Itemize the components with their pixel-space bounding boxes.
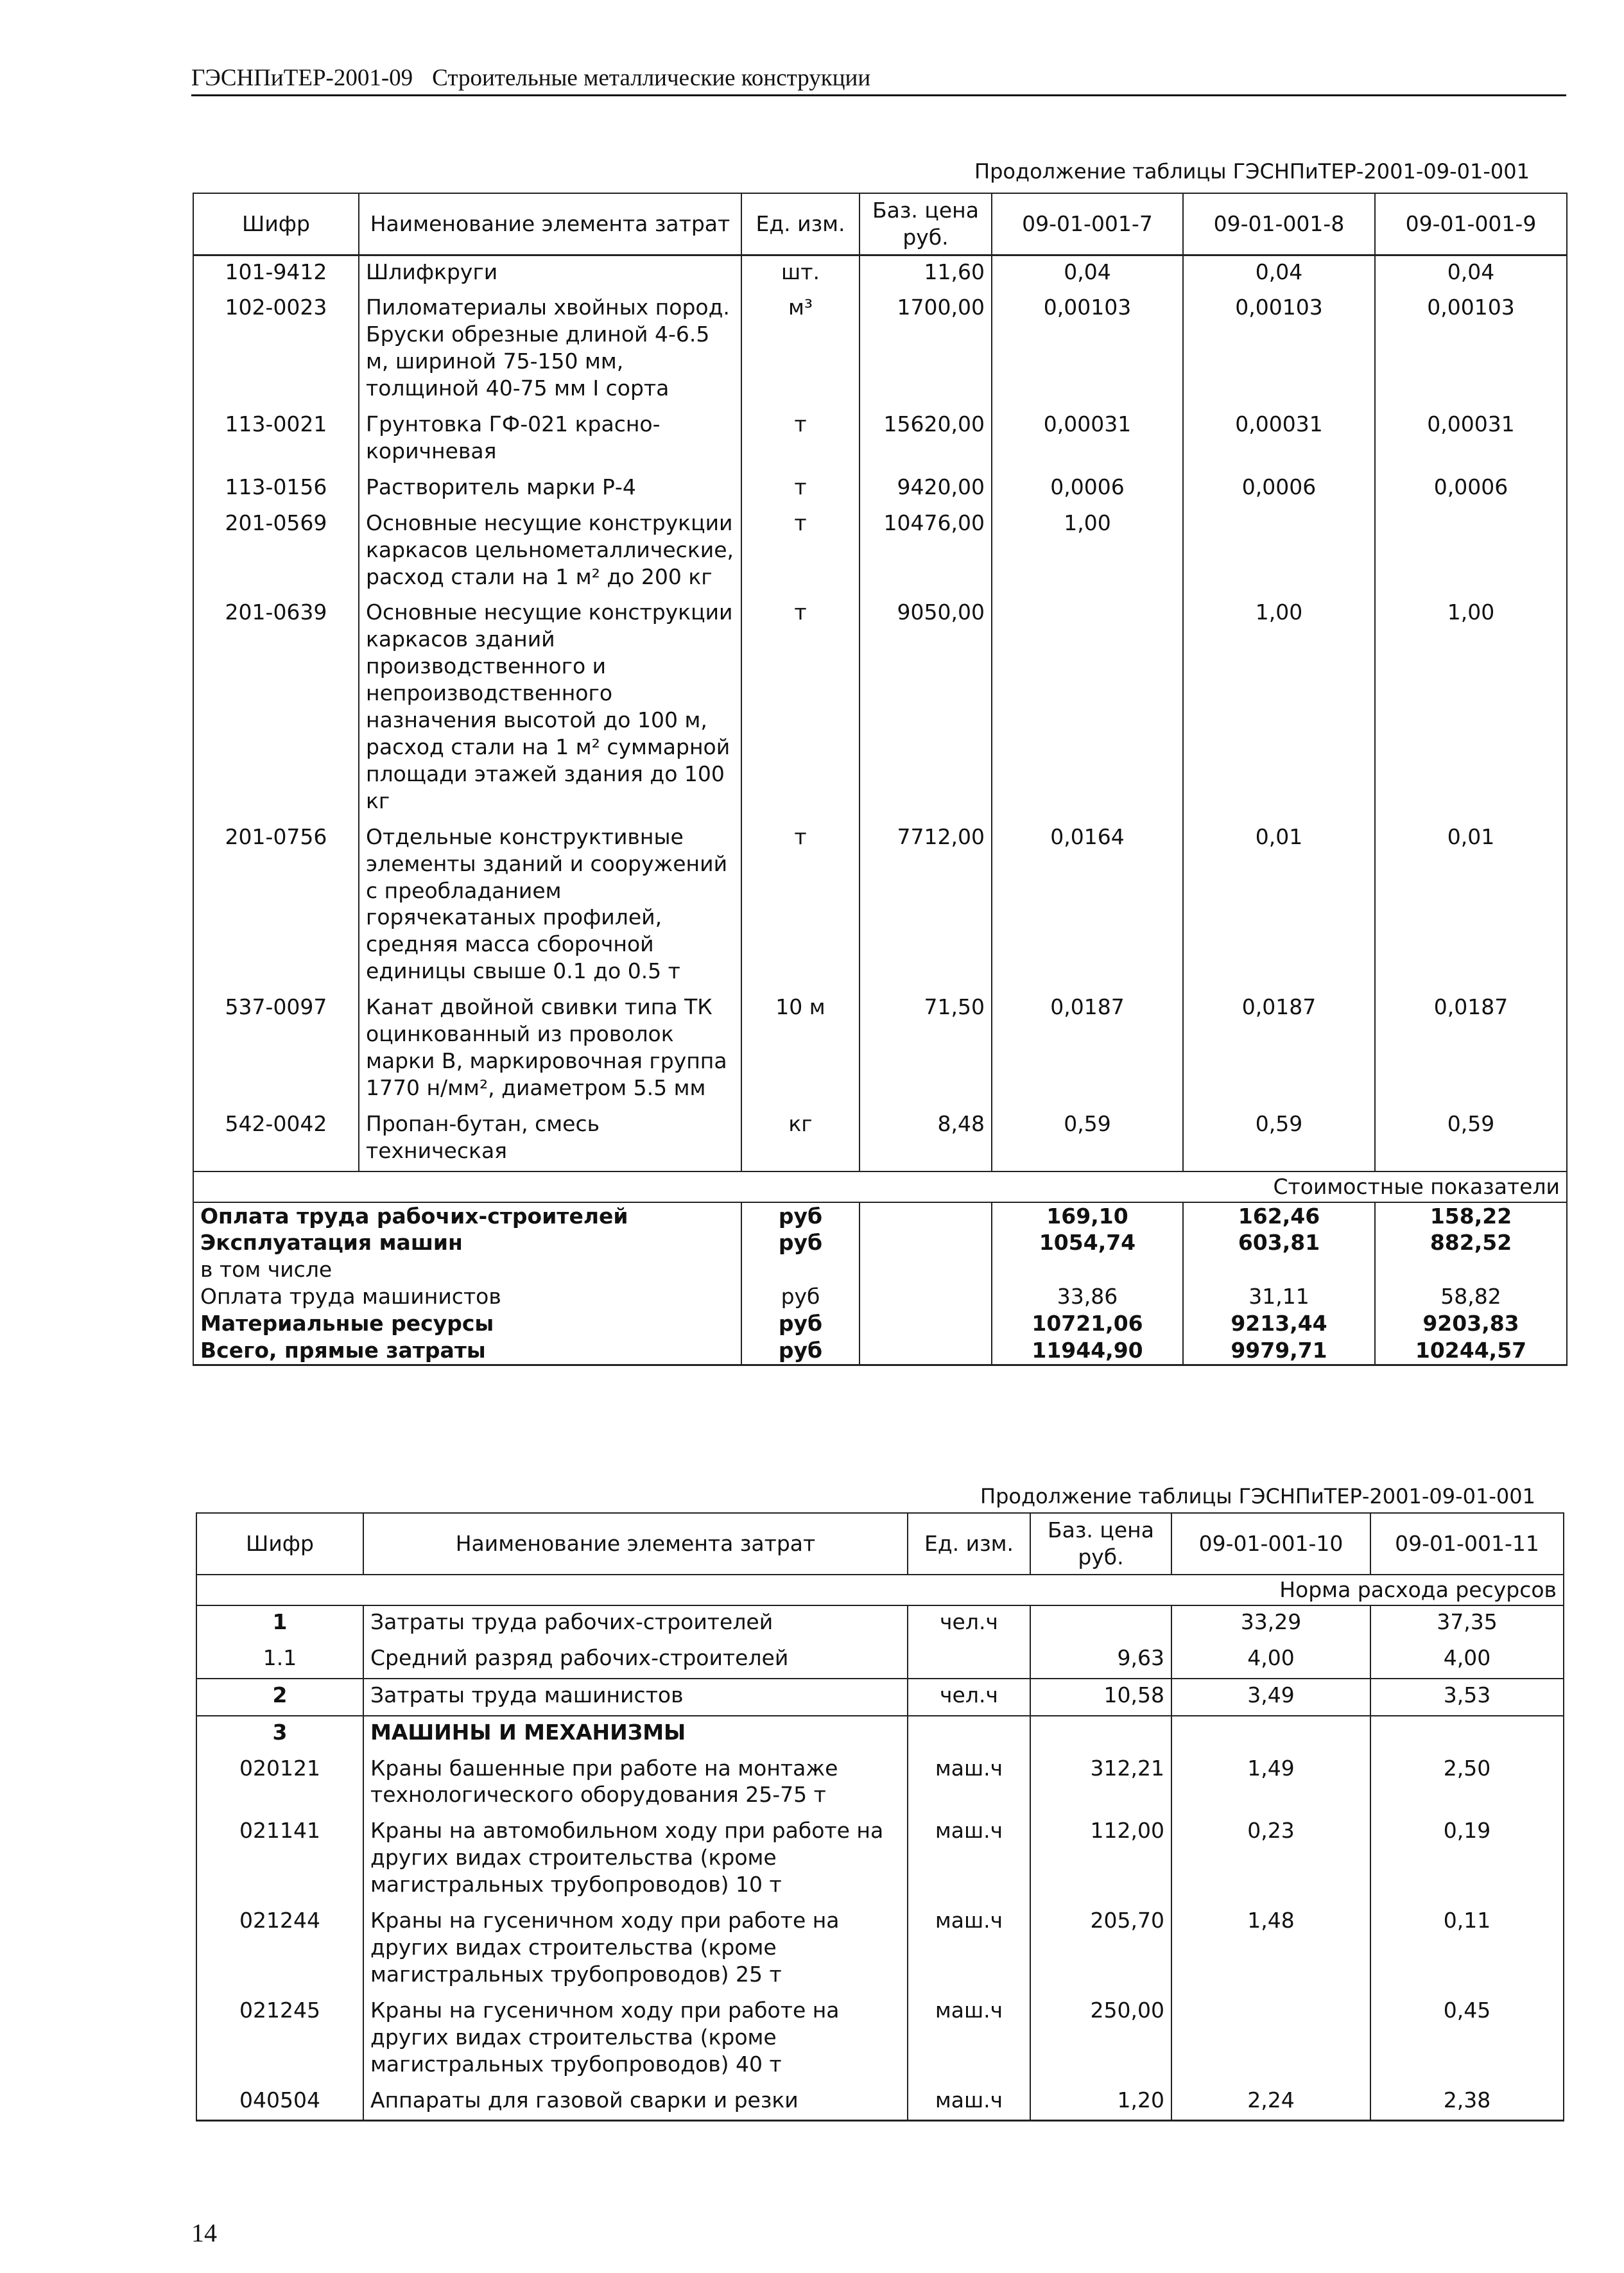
value-variant-7: 169,10 bbox=[992, 1202, 1183, 1230]
base-price: 112,00 bbox=[1030, 1815, 1171, 1905]
unit: шт. bbox=[741, 255, 860, 291]
value-variant-7: 0,00031 bbox=[992, 408, 1183, 471]
value-variant-9: 158,22 bbox=[1375, 1202, 1567, 1230]
table-row bbox=[193, 507, 1567, 597]
value-variant-7 bbox=[992, 1256, 1183, 1283]
value-variant-11: 0,45 bbox=[1370, 1994, 1564, 2084]
table-row bbox=[196, 1815, 1564, 1905]
value-variant-10: 1,49 bbox=[1171, 1752, 1370, 1815]
cost-row bbox=[193, 1310, 1567, 1337]
document-code: ГЭСНПиТЕР-2001-09 bbox=[191, 65, 413, 91]
resource-name: Аппараты для газовой сварки и резки bbox=[363, 2084, 908, 2121]
value-variant-7: 0,0006 bbox=[992, 471, 1183, 507]
unit: маш.ч bbox=[908, 1994, 1030, 2084]
table-row bbox=[196, 1605, 1564, 1642]
base-price: 9,63 bbox=[1030, 1642, 1171, 1679]
resource-name: Краны на гусеничном ходу при работе на других видах строительства (кроме магистральных трубопроводов) 25 т bbox=[363, 1905, 908, 1994]
value-variant-9: 9203,83 bbox=[1375, 1310, 1567, 1337]
resource-code: 542-0042 bbox=[193, 1108, 359, 1171]
resource-name: Пропан-бутан, смесь техническая bbox=[359, 1108, 741, 1171]
unit bbox=[908, 1642, 1030, 1679]
base-price: 10,58 bbox=[1030, 1679, 1171, 1716]
value-variant-11: 37,35 bbox=[1370, 1605, 1564, 1642]
value-variant-11: 0,11 bbox=[1370, 1905, 1564, 1994]
base-price: 8,48 bbox=[860, 1108, 992, 1171]
value-variant-7: 0,0187 bbox=[992, 991, 1183, 1108]
table-row bbox=[193, 255, 1567, 291]
section-heading: Норма расхода ресурсов bbox=[196, 1575, 1564, 1605]
value-variant-8: 0,0187 bbox=[1183, 991, 1375, 1108]
base-price bbox=[860, 1337, 992, 1365]
resource-code: 201-0756 bbox=[193, 821, 359, 991]
table-row bbox=[196, 1994, 1564, 2084]
col-header-price: Баз. цена руб. bbox=[1030, 1513, 1171, 1575]
resource-code: 113-0156 bbox=[193, 471, 359, 507]
value-variant-7: 10721,06 bbox=[992, 1310, 1183, 1337]
base-price: 205,70 bbox=[1030, 1905, 1171, 1994]
base-price: 9050,00 bbox=[860, 596, 992, 820]
unit: руб bbox=[741, 1202, 860, 1230]
resource-code: 201-0639 bbox=[193, 596, 359, 820]
unit: кг bbox=[741, 1108, 860, 1171]
unit: руб bbox=[741, 1310, 860, 1337]
base-price bbox=[860, 1202, 992, 1230]
value-variant-8: 162,46 bbox=[1183, 1202, 1375, 1230]
value-variant-10: 1,48 bbox=[1171, 1905, 1370, 1994]
base-price bbox=[860, 1229, 992, 1256]
value-variant-11: 0,19 bbox=[1370, 1815, 1564, 1905]
base-price: 11,60 bbox=[860, 255, 992, 291]
value-variant-9: 0,0006 bbox=[1375, 471, 1567, 507]
value-variant-10: 2,24 bbox=[1171, 2084, 1370, 2121]
resource-code: 101-9412 bbox=[193, 255, 359, 291]
unit: т bbox=[741, 507, 860, 597]
resource-code: 1.1 bbox=[196, 1642, 363, 1679]
value-variant-7: 0,59 bbox=[992, 1108, 1183, 1171]
table-row bbox=[196, 2084, 1564, 2121]
base-price: 7712,00 bbox=[860, 821, 992, 991]
resource-name: Средний разряд рабочих-строителей bbox=[363, 1642, 908, 1679]
table1-caption: Продолжение таблицы ГЭСНПиТЕР-2001-09-01-001 bbox=[974, 159, 1530, 184]
value-variant-7 bbox=[992, 596, 1183, 820]
value-variant-7: 1,00 bbox=[992, 507, 1183, 597]
resource-code: 537-0097 bbox=[193, 991, 359, 1108]
document-title: Строительные металлические конструкции bbox=[432, 65, 871, 91]
resource-code: 201-0569 bbox=[193, 507, 359, 597]
table-row bbox=[196, 1642, 1564, 1679]
resource-name: Отдельные конструктивные элементы зданий и сооружений с преобладанием горячекатаных профилей, средняя масса сборочной единицы свыше 0.1 до 0.5 т bbox=[359, 821, 741, 991]
value-variant-8: 1,00 bbox=[1183, 596, 1375, 820]
value-variant-10 bbox=[1171, 1994, 1370, 2084]
value-variant-7: 0,04 bbox=[992, 255, 1183, 291]
unit: т bbox=[741, 408, 860, 471]
resource-name: Грунтовка ГФ-021 красно-коричневая bbox=[359, 408, 741, 471]
col-header-variant-9: 09-01-001-9 bbox=[1375, 193, 1567, 255]
value-variant-9: 0,00103 bbox=[1375, 291, 1567, 408]
table1-header-row bbox=[193, 193, 1567, 255]
value-variant-11: 2,50 bbox=[1370, 1752, 1564, 1815]
resource-name: Краны башенные при работе на монтаже технологического оборудования 25-75 т bbox=[363, 1752, 908, 1815]
value-variant-7: 0,0164 bbox=[992, 821, 1183, 991]
base-price: 15620,00 bbox=[860, 408, 992, 471]
cost-label: Оплата труда рабочих-строителей bbox=[193, 1202, 741, 1230]
resource-name: Растворитель марки Р-4 bbox=[359, 471, 741, 507]
unit: маш.ч bbox=[908, 2084, 1030, 2121]
col-header-price: Баз. цена руб. bbox=[860, 193, 992, 255]
value-variant-10: 0,23 bbox=[1171, 1815, 1370, 1905]
value-variant-7: 1054,74 bbox=[992, 1229, 1183, 1256]
base-price: 1700,00 bbox=[860, 291, 992, 408]
col-header-code: Шифр bbox=[193, 193, 359, 255]
section-heading-row bbox=[196, 1575, 1564, 1605]
value-variant-9: 0,00031 bbox=[1375, 408, 1567, 471]
value-variant-8: 603,81 bbox=[1183, 1229, 1375, 1256]
table2-header-row bbox=[196, 1513, 1564, 1575]
table-row bbox=[196, 1679, 1564, 1716]
resource-name: Краны на автомобильном ходу при работе на других видах строительства (кроме магистральных трубопроводов) 10 т bbox=[363, 1815, 908, 1905]
resource-code: 113-0021 bbox=[193, 408, 359, 471]
table-row bbox=[193, 408, 1567, 471]
value-variant-11: 2,38 bbox=[1370, 2084, 1564, 2121]
value-variant-10: 33,29 bbox=[1171, 1605, 1370, 1642]
value-variant-11: 4,00 bbox=[1370, 1642, 1564, 1679]
value-variant-9: 10244,57 bbox=[1375, 1337, 1567, 1365]
cost-label: Материальные ресурсы bbox=[193, 1310, 741, 1337]
value-variant-9: 58,82 bbox=[1375, 1283, 1567, 1310]
value-variant-8: 0,01 bbox=[1183, 821, 1375, 991]
col-header-variant-7: 09-01-001-7 bbox=[992, 193, 1183, 255]
value-variant-10: 4,00 bbox=[1171, 1642, 1370, 1679]
unit: т bbox=[741, 821, 860, 991]
base-price bbox=[1030, 1605, 1171, 1642]
value-variant-11 bbox=[1370, 1716, 1564, 1752]
unit: руб bbox=[741, 1229, 860, 1256]
table-row bbox=[193, 596, 1567, 820]
resource-code: 021245 bbox=[196, 1994, 363, 2084]
cost-label: Оплата труда машинистов bbox=[193, 1283, 741, 1310]
table-row bbox=[193, 991, 1567, 1108]
cost-table-1 bbox=[193, 193, 1568, 1366]
cost-label: Всего, прямые затраты bbox=[193, 1337, 741, 1365]
col-header-unit: Ед. изм. bbox=[741, 193, 860, 255]
unit: 10 м bbox=[741, 991, 860, 1108]
col-header-variant-10: 09-01-001-10 bbox=[1171, 1513, 1370, 1575]
resource-name: Шлифкруги bbox=[359, 255, 741, 291]
unit: т bbox=[741, 596, 860, 820]
value-variant-9: 0,59 bbox=[1375, 1108, 1567, 1171]
cost-row bbox=[193, 1283, 1567, 1310]
base-price bbox=[860, 1256, 992, 1283]
resource-name: Основные несущие конструкции каркасов зданий производственного и непроизводственного назначения высотой до 100 м, расход стали на 1 м² суммарной площади этажей здания до 100 кг bbox=[359, 596, 741, 820]
value-variant-8: 9213,44 bbox=[1183, 1310, 1375, 1337]
unit: маш.ч bbox=[908, 1815, 1030, 1905]
value-variant-8: 0,00031 bbox=[1183, 408, 1375, 471]
resource-code: 021141 bbox=[196, 1815, 363, 1905]
table-row bbox=[196, 1752, 1564, 1815]
unit: м³ bbox=[741, 291, 860, 408]
col-header-unit: Ед. изм. bbox=[908, 1513, 1030, 1575]
unit bbox=[741, 1256, 860, 1283]
value-variant-11: 3,53 bbox=[1370, 1679, 1564, 1716]
resource-name: Краны на гусеничном ходу при работе на других видах строительства (кроме магистральных трубопроводов) 40 т bbox=[363, 1994, 908, 2084]
table-row bbox=[196, 1905, 1564, 1994]
resource-code: 1 bbox=[196, 1605, 363, 1642]
resource-code: 2 bbox=[196, 1679, 363, 1716]
value-variant-9: 0,01 bbox=[1375, 821, 1567, 991]
value-variant-8: 0,00103 bbox=[1183, 291, 1375, 408]
table2-caption: Продолжение таблицы ГЭСНПиТЕР-2001-09-01-001 bbox=[980, 1484, 1535, 1508]
base-price bbox=[860, 1283, 992, 1310]
value-variant-9 bbox=[1375, 1256, 1567, 1283]
cost-row bbox=[193, 1256, 1567, 1283]
value-variant-8: 0,04 bbox=[1183, 255, 1375, 291]
value-variant-9 bbox=[1375, 507, 1567, 597]
resource-name: Основные несущие конструкции каркасов цельнометаллические, расход стали на 1 м² до 200 кг bbox=[359, 507, 741, 597]
resource-code: 020121 bbox=[196, 1752, 363, 1815]
value-variant-7: 33,86 bbox=[992, 1283, 1183, 1310]
base-price: 9420,00 bbox=[860, 471, 992, 507]
cost-row bbox=[193, 1229, 1567, 1256]
resource-code: 3 bbox=[196, 1716, 363, 1752]
table-row bbox=[196, 1716, 1564, 1752]
base-price: 250,00 bbox=[1030, 1994, 1171, 2084]
resource-name: Затраты труда рабочих-строителей bbox=[363, 1605, 908, 1642]
table-row bbox=[193, 821, 1567, 991]
col-header-name: Наименование элемента затрат bbox=[363, 1513, 908, 1575]
cost-table-2 bbox=[196, 1512, 1564, 2122]
cost-label: в том числе bbox=[193, 1256, 741, 1283]
cost-label: Эксплуатация машин bbox=[193, 1229, 741, 1256]
value-variant-7: 11944,90 bbox=[992, 1337, 1183, 1365]
value-variant-7: 0,00103 bbox=[992, 291, 1183, 408]
value-variant-9: 1,00 bbox=[1375, 596, 1567, 820]
value-variant-8: 0,59 bbox=[1183, 1108, 1375, 1171]
page-number: 14 bbox=[191, 2218, 217, 2247]
resource-code: 021244 bbox=[196, 1905, 363, 1994]
resource-name: МАШИНЫ И МЕХАНИЗМЫ bbox=[363, 1716, 908, 1752]
resource-name: Пиломатериалы хвойных пород. Бруски обрезные длиной 4-6.5 м, шириной 75-150 мм, толщиной 40-75 мм I сорта bbox=[359, 291, 741, 408]
col-header-variant-11: 09-01-001-11 bbox=[1370, 1513, 1564, 1575]
base-price: 71,50 bbox=[860, 991, 992, 1108]
resource-name: Канат двойной свивки типа ТК оцинкованный из проволок марки В, маркировочная группа 1770 н/мм², диаметром 5.5 мм bbox=[359, 991, 741, 1108]
unit: маш.ч bbox=[908, 1752, 1030, 1815]
value-variant-8 bbox=[1183, 507, 1375, 597]
table-row bbox=[193, 1108, 1567, 1171]
value-variant-8: 31,11 bbox=[1183, 1283, 1375, 1310]
resource-name: Затраты труда машинистов bbox=[363, 1679, 908, 1716]
base-price: 1,20 bbox=[1030, 2084, 1171, 2121]
table-row bbox=[193, 471, 1567, 507]
unit: чел.ч bbox=[908, 1605, 1030, 1642]
value-variant-9: 0,0187 bbox=[1375, 991, 1567, 1108]
cost-row bbox=[193, 1337, 1567, 1365]
base-price: 10476,00 bbox=[860, 507, 992, 597]
resource-code: 102-0023 bbox=[193, 291, 359, 408]
unit bbox=[908, 1716, 1030, 1752]
unit: руб bbox=[741, 1337, 860, 1365]
cost-row bbox=[193, 1202, 1567, 1230]
value-variant-9: 0,04 bbox=[1375, 255, 1567, 291]
section-heading: Стоимостные показатели bbox=[193, 1171, 1567, 1202]
base-price bbox=[860, 1310, 992, 1337]
resource-code: 040504 bbox=[196, 2084, 363, 2121]
unit: маш.ч bbox=[908, 1905, 1030, 1994]
page-header bbox=[191, 64, 1566, 96]
value-variant-10: 3,49 bbox=[1171, 1679, 1370, 1716]
unit: т bbox=[741, 471, 860, 507]
table-row bbox=[193, 291, 1567, 408]
col-header-name: Наименование элемента затрат bbox=[359, 193, 741, 255]
value-variant-8 bbox=[1183, 1256, 1375, 1283]
value-variant-8: 0,0006 bbox=[1183, 471, 1375, 507]
section-heading-row bbox=[193, 1171, 1567, 1202]
unit: руб bbox=[741, 1283, 860, 1310]
unit: чел.ч bbox=[908, 1679, 1030, 1716]
col-header-variant-8: 09-01-001-8 bbox=[1183, 193, 1375, 255]
value-variant-10 bbox=[1171, 1716, 1370, 1752]
col-header-code: Шифр bbox=[196, 1513, 363, 1575]
base-price bbox=[1030, 1716, 1171, 1752]
base-price: 312,21 bbox=[1030, 1752, 1171, 1815]
value-variant-9: 882,52 bbox=[1375, 1229, 1567, 1256]
value-variant-8: 9979,71 bbox=[1183, 1337, 1375, 1365]
